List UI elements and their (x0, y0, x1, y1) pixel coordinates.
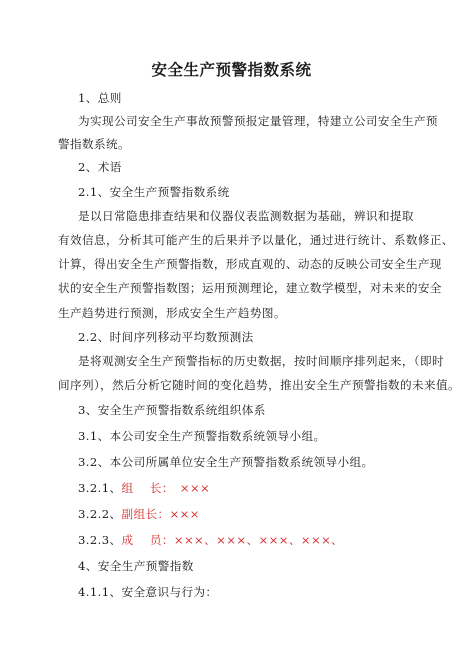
member-line (78, 506, 200, 522)
paragraph-line: 状的安全生产预警指数图；运用预测理论，建立数学模型，对未来的安全 (58, 281, 442, 295)
subheading: 2.1、安全生产预警指数系统 (78, 185, 230, 199)
member-line (78, 480, 210, 496)
paragraph-line: 是以日常隐患排查结果和仪器仪表监测数据为基础，辨识和提取 (78, 209, 414, 223)
member-line (78, 532, 343, 548)
member-prefix: 3.2.3、 (78, 533, 122, 547)
heading-general: 1、总则 (78, 91, 122, 105)
paragraph-line: 间序列），然后分析它随时间的变化趋势，推出安全生产预警指数的未来值。 (58, 378, 460, 392)
member-role: 副组长： (121, 507, 170, 521)
paragraph-line: 为实现公司安全生产事故预警预报定量管理，特建立公司安全生产预 (78, 114, 438, 128)
paragraph-line: 警指数系统。 (58, 137, 130, 151)
paragraph-line: 3.1、本公司安全生产预警指数系统领导小组。 (78, 429, 326, 443)
heading-index: 4、安全生产预警指数 (78, 559, 194, 573)
paragraph-line: 有效信息，分析其可能产生的后果并予以量化，通过进行统计、系数修正、 (58, 233, 454, 247)
document-title: 安全生产预警指数系统 (151, 61, 312, 79)
member-prefix: 3.2.1、 (78, 481, 122, 495)
member-role: 成 员： (121, 533, 174, 547)
member-names: ××× (179, 481, 211, 495)
member-names: ××× (169, 507, 200, 521)
subheading: 2.2、时间序列移动平均数预测法 (78, 330, 254, 344)
heading-terms: 2、术语 (78, 160, 122, 174)
paragraph-line: 计算，得出安全生产预警指数，形成直观的、动态的反映公司安全生产现 (58, 257, 442, 271)
member-prefix: 3.2.2、 (78, 507, 122, 521)
paragraph-line: 3.2、本公司所属单位安全生产预警指数系统领导小组。 (78, 455, 374, 469)
paragraph-line: 是将观测安全生产预警指标的历史数据，按时间顺序排列起来，（即时 (78, 354, 445, 368)
paragraph-line: 生产趋势进行预测，形成安全生产趋势图。 (58, 306, 286, 320)
subheading: 4.1.1、安全意识与行为： (78, 585, 218, 599)
member-role: 组 长： (121, 481, 174, 495)
heading-organization: 3、安全生产预警指数系统组织体系 (78, 403, 266, 417)
member-names: ×××、×××、×××、×××、 (173, 533, 344, 547)
